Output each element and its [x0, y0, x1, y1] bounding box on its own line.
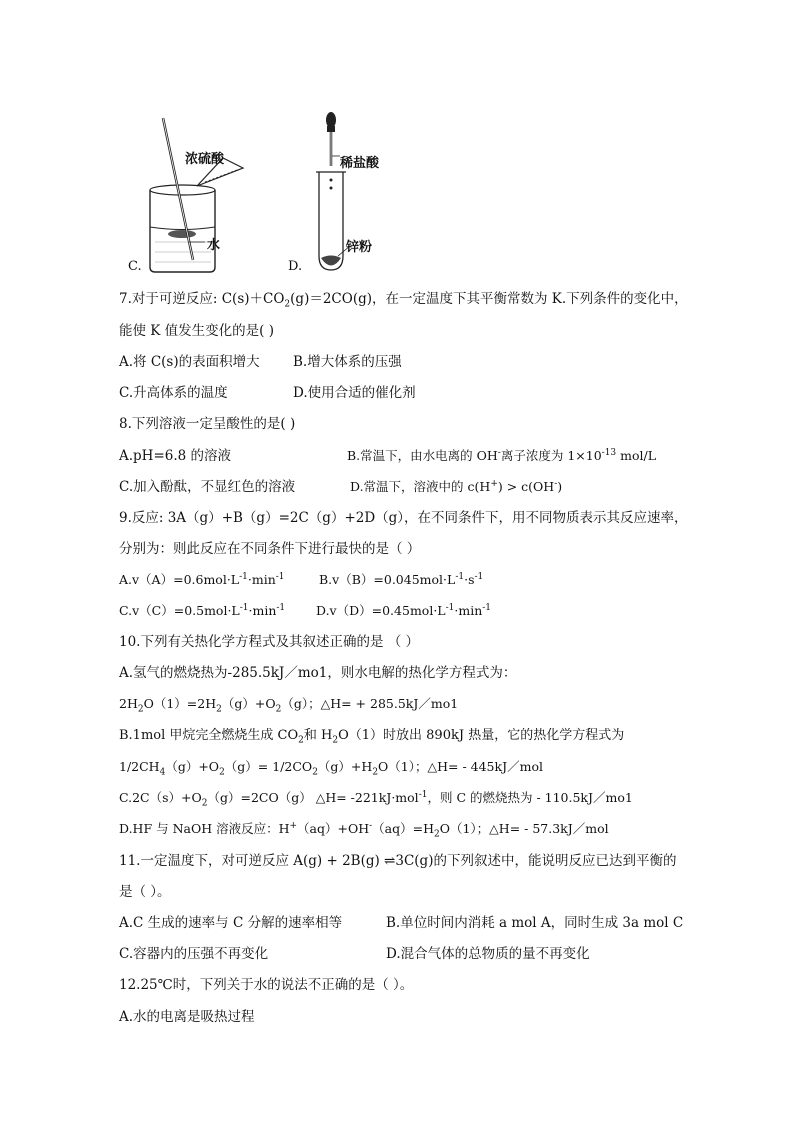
label-conc-sulfuric-acid: 浓硫酸	[185, 152, 225, 167]
q10-stem: 10.下列有关热化学方程式及其叙述正确的是 （ ）	[119, 634, 420, 650]
q9-stem-cont: 分别为：则此反应在不同条件下进行最快的是（ ）	[119, 541, 421, 557]
beaker-diagram	[125, 112, 265, 277]
q11-option-d: D.混合气体的总物质的量不再变化	[386, 946, 590, 962]
q11-option-c: C.容器内的压强不再变化	[119, 946, 269, 962]
q10-option-c: $C.2C(s)+O_2(g)=2CO(g)$ △H= -221kJ·mol$^{-1}$，则 C 的燃烧热为 - 110.5kJ／mo1	[119, 789, 633, 809]
label-water: 水	[207, 238, 221, 253]
q8-stem: 8.下列溶液一定呈酸性的是( )	[119, 416, 296, 432]
q10-option-d: D.HF 与 NaOH 溶液反应：$H^+(aq)+OH^-(aq)=H_2O(1)$；△H= - 57.3kJ／mol	[119, 820, 609, 840]
figure-c-dilution	[125, 112, 265, 277]
q9-option-a: $A.v(A)=0.6mol\cdot L^{-1}\cdot\min^{-1}$	[119, 571, 285, 587]
q9-option-b: $B.v(B)=0.045mol\cdot L^{-1}\cdot s^{-1}$	[319, 571, 484, 587]
q11-option-a: A.C 生成的速率与 C 分解的速率相等	[119, 915, 343, 931]
q10-option-b: B.1mol 甲烷完全燃烧生成 $CO_2$和 $H_2O(1)$时放出 890kJ 热量，它的热化学方程式为	[119, 728, 625, 746]
q9-option-c: $C.v(C)=0.5mol\cdot L^{-1}\cdot\min^{-1}$	[119, 602, 286, 618]
q7-option-d: D.使用合适的催化剂	[293, 385, 416, 401]
q11-stem-cont: 是（ ）。	[119, 884, 171, 900]
figure-c-letter: C.	[128, 259, 142, 274]
q7-stem: 7.对于可逆反应: $C(s)+CO_2(g)=2CO(g)$，在一定温度下其平衡常数为 K.下列条件的变化中，	[119, 291, 688, 310]
figure-d-zinc-hcl	[310, 108, 410, 278]
q9-stem: 9.反应: 3A（g）+B（g）=2C（g）+2D（g），在不同条件下，用不同物质表示其反应速率，	[119, 510, 688, 526]
q7-option-a: A.将 C(s)的表面积增大	[119, 354, 260, 370]
q8-option-a: A.pH=6.8 的溶液	[119, 448, 232, 464]
q7-option-c: C.升高体系的温度	[119, 385, 228, 401]
q8-option-d: D.常温下，溶液中的 c(H+) > c(OH-)	[350, 478, 563, 494]
q8-option-b: B.常温下，由水电离的 OH-离子浓度为 $1\times 10^{-13}$ mol/L	[347, 447, 657, 463]
q7-stem-cont: 能使 K 值发生变化的是( )	[119, 323, 274, 339]
q12-option-a: A.水的电离是吸热过程	[119, 1009, 255, 1025]
q10-option-b-equation: $1/2CH_4(g)+O_2(g)= 1/2CO_2(g)+H_2O(1)$；△H= - 445kJ／mol	[119, 759, 543, 778]
label-zinc-powder: 锌粉	[346, 240, 373, 255]
q10-option-a: A.氢气的燃烧热为-285.5kJ／mo1，则水电解的热化学方程式为：	[119, 665, 517, 681]
q10-option-a-equation: $2H_2O(1)=2H_2(g)+O_2(g)$；△H= + 285.5kJ／mo1	[119, 696, 459, 715]
label-dilute-hcl: 稀盐酸	[340, 156, 380, 171]
q8-option-c: C.加入酚酞，不显红色的溶液	[119, 479, 296, 495]
q11-option-b: B.单位时间内消耗 a mol A，同时生成 3a mol C	[386, 915, 684, 931]
q12-stem: 12.25℃时，下列关于水的说法不正确的是（ ）。	[119, 977, 414, 993]
figure-d-letter: D.	[288, 259, 303, 274]
q9-option-d: $D.v(D)=0.45mol\cdot L^{-1}\cdot\min^{-1}$	[316, 602, 492, 618]
q11-stem: 11.一定温度下，对可逆反应 A(g) + 2B(g) ⇌3C(g)的下列叙述中，能说明反应已达到平衡的	[119, 853, 677, 869]
q7-option-b: B.增大体系的压强	[293, 354, 402, 370]
